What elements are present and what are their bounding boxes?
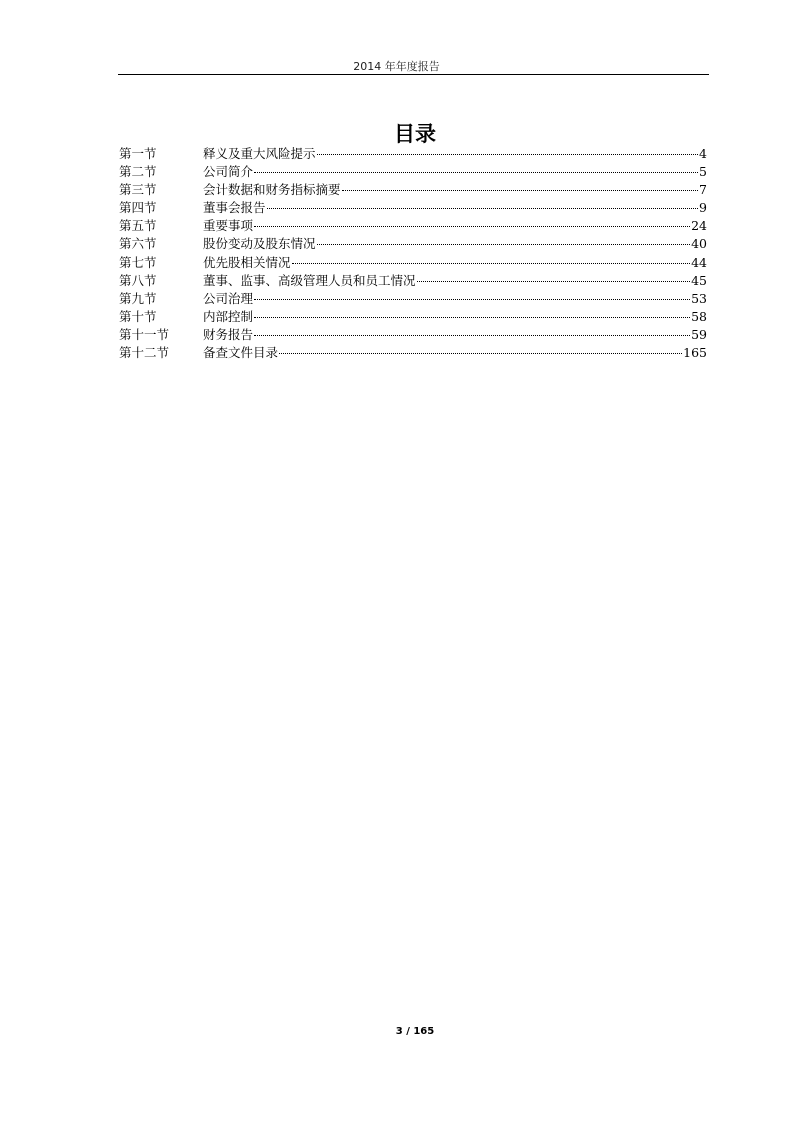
toc-page-number: 59 bbox=[691, 326, 707, 342]
toc-entry[interactable] bbox=[119, 199, 707, 217]
toc-section-number: 第七节 bbox=[119, 254, 157, 270]
toc-section-title: 备查文件目录 bbox=[203, 345, 279, 361]
toc-page-number: 40 bbox=[691, 236, 707, 252]
toc-section-title: 董事会报告 bbox=[203, 200, 266, 216]
toc-page-number: 4 bbox=[699, 146, 707, 161]
toc-leader-dots bbox=[254, 172, 698, 173]
toc-section-number: 第八节 bbox=[119, 272, 157, 288]
page-number-footer: 3 / 165 bbox=[395, 1026, 435, 1037]
header-divider bbox=[118, 74, 709, 75]
toc-section-title: 财务报告 bbox=[203, 326, 254, 342]
toc-section-number: 第十二节 bbox=[119, 345, 170, 361]
toc-section-title: 股份变动及股东情况 bbox=[203, 236, 316, 252]
toc-entry[interactable] bbox=[119, 326, 707, 344]
toc-leader-dots bbox=[254, 299, 690, 300]
toc-section-number: 第五节 bbox=[119, 218, 157, 234]
toc-leader-dots bbox=[267, 208, 699, 209]
table-of-contents bbox=[119, 145, 707, 362]
toc-section-title: 公司治理 bbox=[203, 290, 254, 306]
toc-section-title: 董事、监事、高级管理人员和员工情况 bbox=[203, 272, 416, 288]
toc-title: 目录 bbox=[394, 122, 436, 146]
toc-page-number: 7 bbox=[699, 182, 707, 198]
toc-leader-dots bbox=[254, 226, 690, 227]
toc-entry[interactable] bbox=[119, 163, 707, 181]
toc-leader-dots bbox=[254, 317, 690, 318]
toc-entry[interactable] bbox=[119, 145, 707, 163]
toc-leader-dots bbox=[342, 190, 699, 191]
toc-entry[interactable] bbox=[119, 217, 707, 235]
toc-leader-dots bbox=[317, 154, 699, 155]
running-header: 2014 年年度报告 bbox=[353, 60, 440, 73]
toc-page-number: 165 bbox=[683, 345, 707, 361]
toc-entry[interactable] bbox=[119, 235, 707, 253]
toc-leader-dots bbox=[417, 281, 691, 282]
toc-section-number: 第九节 bbox=[119, 290, 157, 306]
toc-entry[interactable] bbox=[119, 272, 707, 290]
toc-page-number: 45 bbox=[691, 272, 707, 288]
toc-page-number: 53 bbox=[691, 290, 707, 306]
toc-page-number: 24 bbox=[691, 218, 707, 234]
toc-leader-dots bbox=[254, 335, 690, 336]
toc-entry[interactable] bbox=[119, 344, 707, 362]
toc-leader-dots bbox=[317, 244, 691, 245]
toc-section-title: 释义及重大风险提示 bbox=[203, 146, 316, 161]
toc-section-number: 第四节 bbox=[119, 200, 157, 216]
toc-section-title: 内部控制 bbox=[203, 308, 254, 324]
toc-entry[interactable] bbox=[119, 308, 707, 326]
toc-section-title: 优先股相关情况 bbox=[203, 254, 291, 270]
toc-leader-dots bbox=[279, 353, 682, 354]
toc-page-number: 58 bbox=[691, 308, 707, 324]
toc-section-title: 公司简介 bbox=[203, 164, 254, 180]
toc-page-number: 5 bbox=[699, 164, 707, 180]
toc-leader-dots bbox=[292, 263, 691, 264]
toc-section-number: 第一节 bbox=[119, 146, 157, 161]
toc-section-number: 第十节 bbox=[119, 308, 157, 324]
toc-section-number: 第六节 bbox=[119, 236, 157, 252]
toc-section-title: 重要事项 bbox=[203, 218, 254, 234]
toc-entry[interactable] bbox=[119, 290, 707, 308]
toc-section-number: 第三节 bbox=[119, 182, 157, 198]
toc-page-number: 44 bbox=[691, 254, 707, 270]
toc-section-title: 会计数据和财务指标摘要 bbox=[203, 182, 341, 198]
toc-entry[interactable] bbox=[119, 254, 707, 272]
toc-section-number: 第十一节 bbox=[119, 326, 170, 342]
toc-entry[interactable] bbox=[119, 181, 707, 199]
toc-page-number: 9 bbox=[699, 200, 707, 216]
toc-section-number: 第二节 bbox=[119, 164, 157, 180]
